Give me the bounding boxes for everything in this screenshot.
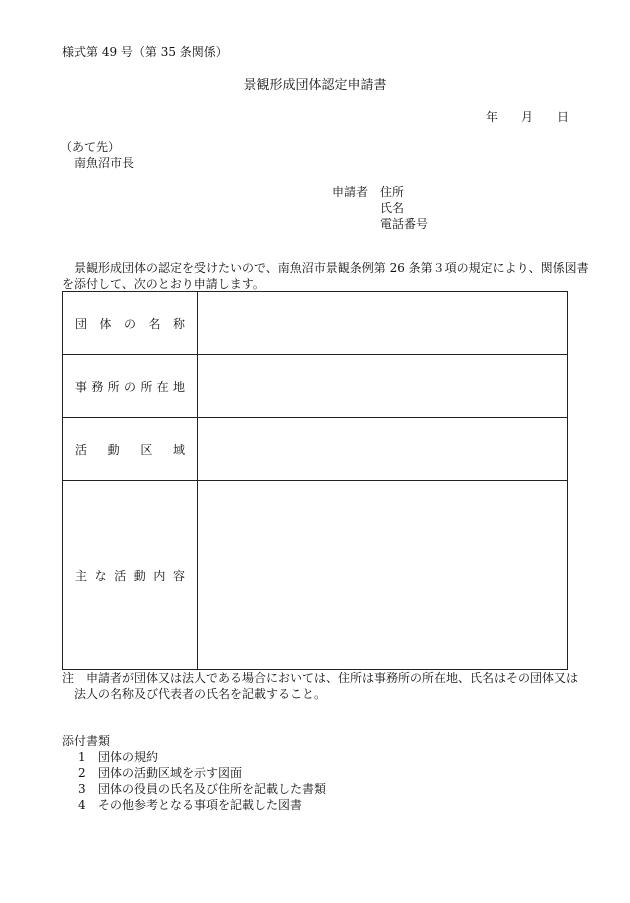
addressee-name: 南魚沼市長	[74, 156, 135, 170]
office-location-field[interactable]	[198, 355, 568, 418]
form-number: 様式第 49 号（第 35 条関係）	[62, 45, 228, 59]
addressee-label: （あて先）	[60, 140, 121, 154]
date-day: 日	[557, 110, 570, 124]
applicant-label: 申請者	[332, 185, 369, 199]
applicant-name: 氏名	[380, 201, 405, 215]
date-month: 月	[521, 110, 534, 124]
attachment-num: 2	[78, 766, 86, 780]
applicant-phone: 電話番号	[380, 217, 429, 231]
body-line-2: を添付して、次のとおり申請します。	[62, 277, 265, 291]
attachment-item: その他参考となる事項を記載した図書	[98, 798, 303, 812]
applicant-address: 住所	[380, 185, 405, 199]
attachment-item: 団体の役員の氏名及び住所を記載した書類	[98, 782, 327, 796]
attachments-title: 添付書類	[62, 734, 111, 748]
row-label: 事務所の所在地	[63, 355, 198, 418]
date-year: 年	[486, 110, 499, 124]
group-name-field[interactable]	[198, 292, 568, 355]
page-title: 景観形成団体認定申請書	[243, 78, 387, 93]
note-line-2: 法人の名称及び代表者の氏名を記載すること。	[74, 687, 327, 701]
row-label: 活動区域	[63, 418, 198, 481]
application-table	[62, 291, 568, 670]
attachment-num: 3	[78, 782, 86, 796]
attachment-num: 1	[78, 750, 86, 764]
table-row	[63, 355, 568, 418]
row-label: 団体の名称	[63, 292, 198, 355]
row-label: 主な活動内容	[63, 481, 198, 670]
activity-area-field[interactable]	[198, 418, 568, 481]
attachment-item: 団体の活動区域を示す図面	[98, 766, 243, 780]
table-row	[63, 292, 568, 355]
body-line-1: 景観形成団体の認定を受けたいので、南魚沼市景観条例第 26 条第３項の規定により、関係図書	[74, 261, 589, 275]
main-activities-field[interactable]	[198, 481, 568, 670]
table-row	[63, 481, 568, 670]
note-line-1: 注 申請者が団体又は法人である場合においては、住所は事務所の所在地、氏名はその団体又は	[62, 671, 579, 685]
attachment-item: 団体の規約	[98, 750, 159, 764]
table-row	[63, 418, 568, 481]
attachment-num: 4	[78, 798, 86, 812]
